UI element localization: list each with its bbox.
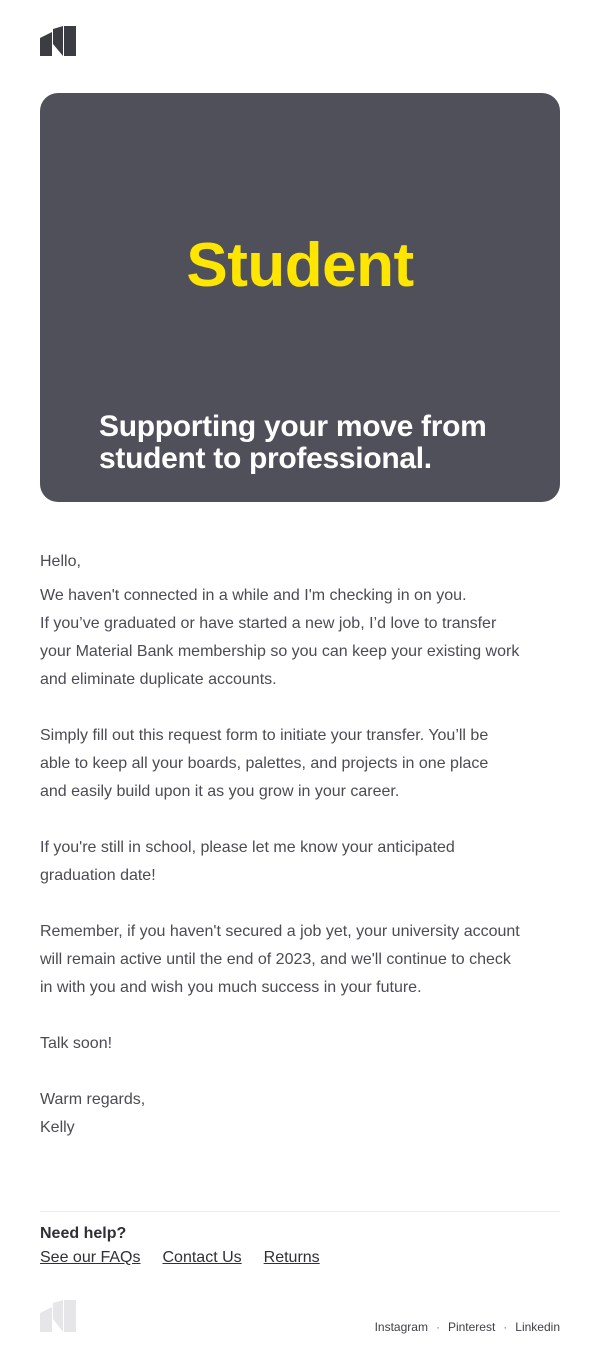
material-bank-logo-icon[interactable] [40, 26, 76, 56]
hero-banner [40, 93, 560, 502]
linkedin-link[interactable]: Linkedin [515, 1320, 560, 1334]
paragraph-line: If you’ve graduated or have started a new job, I’d love to transfer [40, 615, 497, 632]
greeting: Hello, [40, 553, 81, 570]
paragraph-line: Simply fill out this request form to initiate your transfer. You’ll be [40, 727, 489, 744]
separator: · [435, 1320, 440, 1334]
hero-subtitle-line: Supporting your move from [99, 410, 487, 443]
divider [40, 1211, 560, 1212]
signature: Kelly [40, 1119, 75, 1136]
hero-title: Student [186, 231, 414, 300]
help-title: Need help? [40, 1225, 127, 1242]
material-bank-logo-icon[interactable] [40, 1300, 76, 1332]
paragraph-line: will remain active until the end of 2023, and we'll continue to check [40, 951, 511, 968]
closing: Talk soon! [40, 1035, 113, 1052]
paragraph-line: in with you and wish you much success in your future. [40, 979, 422, 996]
paragraph-line: and eliminate duplicate accounts. [40, 671, 277, 688]
separator: · [503, 1320, 508, 1334]
hero-subtitle-line: student to professional. [99, 442, 432, 475]
social-links [375, 1318, 560, 1336]
returns-link[interactable]: Returns [263, 1249, 320, 1266]
paragraph-line: able to keep all your boards, palettes, and projects in one place [40, 755, 489, 772]
signoff: Warm regards, [40, 1091, 146, 1108]
email-body [40, 548, 560, 1142]
paragraph-line: and easily build upon it as you grow in your career. [40, 783, 400, 800]
contact-us-link[interactable]: Contact Us [162, 1249, 242, 1266]
paragraph-line: your Material Bank membership so you can keep your existing work [40, 643, 520, 660]
instagram-link[interactable]: Instagram [374, 1320, 428, 1334]
paragraph-line: We haven't connected in a while and I'm checking in on you. [40, 587, 467, 604]
paragraph-line: graduation date! [40, 867, 156, 884]
help-links [40, 1247, 342, 1269]
faq-link[interactable]: See our FAQs [40, 1249, 141, 1266]
hero-subtitle [99, 411, 539, 475]
paragraph-line: Remember, if you haven't secured a job yet, your university account [40, 923, 520, 940]
paragraph-line: If you're still in school, please let me know your anticipated [40, 839, 455, 856]
pinterest-link[interactable]: Pinterest [447, 1320, 496, 1334]
